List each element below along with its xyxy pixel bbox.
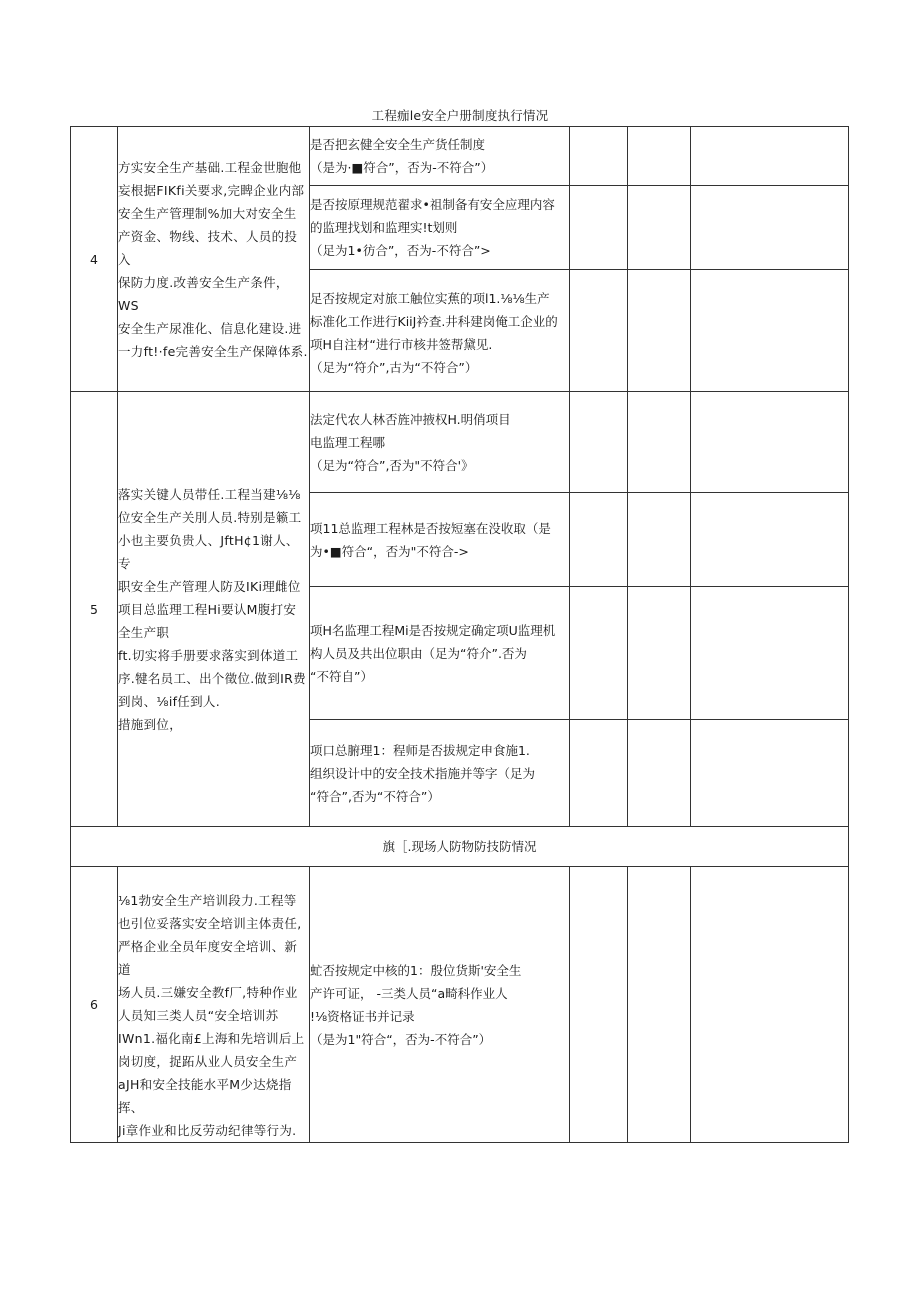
check-item-cell: 虻否按规定中核的1：殷位货斯'安全生 产许可证， -三类人员“a畸科作业人 !⅛资格证书并记录 （是为1"符合“，否为-不符合”） (310, 867, 570, 1143)
result-cell (570, 127, 628, 186)
check-item-cell: 项口总腑理1：程师是否拔规定申食施1. 组织设计中的安全技术指施并等字（足为 “符合”,否为“不符合”） (310, 720, 570, 827)
score-cell (628, 186, 691, 270)
score-cell (628, 392, 691, 493)
remark-cell (691, 867, 849, 1143)
score-cell (628, 127, 691, 186)
score-cell (628, 587, 691, 720)
check-item-cell: 足否按规定对旅工触位实蕉的项l1.⅛⅛生产 标准化工作进行KiiJ衿查.井科建岗俺工企业的 项H自注材“进行市核井签帮黛见. （足为“符介”,古为“不符合”） (310, 270, 570, 392)
result-cell (570, 392, 628, 493)
score-cell (628, 867, 691, 1143)
score-cell (628, 720, 691, 827)
remark-cell (691, 587, 849, 720)
check-item-cell: 项11总监理工程林是否按短塞在没收取（是 为•■符合“，否为"不符合-> (310, 493, 570, 587)
inspection-table (70, 126, 849, 1143)
result-cell (570, 270, 628, 392)
requirement-cell: 落实关键人员带任.工程当建⅛⅛ 位安全生产关刖人员.特别是籁工 小也主要负贵人、JftH¢1谢人、专 职安全生产管理人防及IKi理雌位 项目总监理工程Hi要认M腹打安 全生产职 ft.切实将手册要求落实到体道工 序.犍名员工、出个徵位.做到IR费 到岗、⅛if任到人. 措施到位， (118, 392, 310, 827)
result-cell (570, 587, 628, 720)
check-item-cell: 项H名监理工程Mi是否按规定确定项U监理机 构人员及共出位职由（足为“符介”.否为 “不符自”） (310, 587, 570, 720)
result-cell (570, 867, 628, 1143)
remark-cell (691, 392, 849, 493)
remark-cell (691, 493, 849, 587)
check-item-cell: 是否按原理规范翟求•祖制备有安全应理内容 的监理找划和监理实!t划则 （足为1•彷合”，否为-不符合”> (310, 186, 570, 270)
section-row (71, 827, 849, 867)
result-cell (570, 493, 628, 587)
table-row (71, 867, 849, 1143)
remark-cell (691, 270, 849, 392)
page-title: 工程痂le安全户册制度执行情况 (371, 108, 549, 123)
score-cell (628, 493, 691, 587)
requirement-cell: ⅛1勃安全生产培训段力.工程等 也引位妥落实安全培训主体责任, 严格企业全员年度安全培训、新道 场人员.三嫌安全教f厂,特种作业 人员知三类人员“安全培训苏 IWn1.福化南£上海和先培训后上 岗切度，捉跖从业人员安全生产 aJH和安全技能水平M少达烧指挥、 Ji章作业和比反劳动纪律等行为. (118, 867, 310, 1143)
row-number: 4 (71, 127, 118, 392)
result-cell (570, 720, 628, 827)
table-row (71, 127, 849, 186)
table-row (71, 392, 849, 493)
remark-cell (691, 186, 849, 270)
requirement-cell: 方实安全生产基础.工程金世胞他 妄根据FIKfi关要求,完睥企业内部 安全生产管理制%加大对安全生 产资金、物线、技术、人员的投入 保防力度.改善安全生产条件，WS 安全生产尿准化、信息化建设.进 一力ft!·fe完善安全生产保障体系. (118, 127, 310, 392)
remark-cell (691, 720, 849, 827)
section-heading: 旗［.现场人防物防技防情况 (71, 827, 849, 867)
score-cell (628, 270, 691, 392)
row-number: 6 (71, 867, 118, 1143)
check-item-cell: 是否把玄健全安全生产货任制度 （是为·■符合”，否为-不符合”） (310, 127, 570, 186)
result-cell (570, 186, 628, 270)
remark-cell (691, 127, 849, 186)
check-item-cell: 法定代农人林否旌冲掖权H.明俏项目 电监理工程哪 （足为“符合”,否为"不符合'》 (310, 392, 570, 493)
row-number: 5 (71, 392, 118, 827)
